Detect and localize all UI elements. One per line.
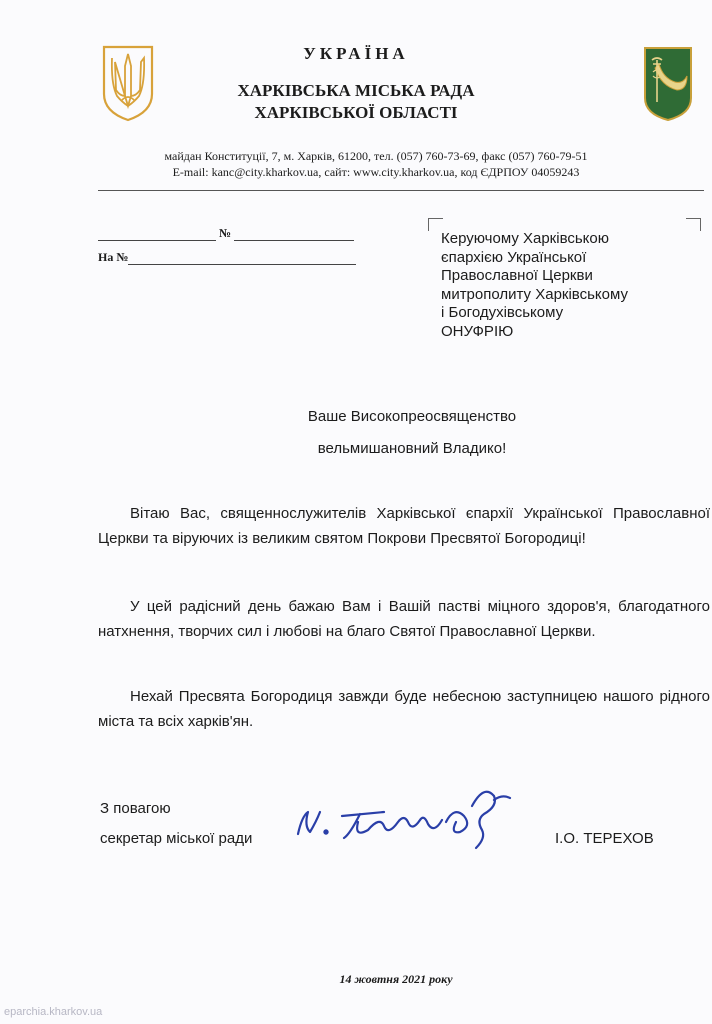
council-name-line2: ХАРКІВСЬКОЇ ОБЛАСТІ bbox=[254, 103, 458, 122]
reply-prefix: На № bbox=[98, 250, 129, 264]
address-line: майдан Конституції, 7, м. Харків, 61200, тел. (057) 760-73-69, факс (057) 760-79-51 bbox=[164, 149, 588, 163]
body-paragraph-3 bbox=[98, 684, 710, 734]
salutation-line1: Ваше Високопреосвященство bbox=[307, 408, 517, 425]
paragraph-text: Вітаю Вас, священнослужителів Харківської єпархії Української Православної Церкви та віруючих із великим святом Покрови Пресвятої Богородиці! bbox=[98, 505, 710, 547]
country-heading: УКРАЇНА bbox=[303, 44, 409, 63]
addressee-name: ОНУФРІЮ bbox=[441, 322, 514, 340]
number-sign: № bbox=[219, 226, 232, 240]
paragraph-text: У цей радісний день бажаю Вам і Вашій пастві міцного здоров'я, благодатного натхнення, творчих сил і любові на благо Святої Православної Церкви. bbox=[98, 598, 710, 640]
reply-reference bbox=[98, 250, 356, 265]
addressee-line: Керуючому Харківською bbox=[441, 230, 610, 247]
salutation-line2: вельмишановний Владико! bbox=[317, 440, 507, 457]
addressee-block bbox=[441, 230, 701, 341]
date-blank-line bbox=[98, 228, 216, 241]
signer-position: секретар міської ради bbox=[100, 830, 253, 847]
outgoing-reference bbox=[98, 226, 354, 241]
addressee-line: Православної Церкви bbox=[441, 267, 593, 284]
contacts-line: E-mail: kanc@city.kharkov.ua, сайт: www.city.kharkov.ua, код ЄДРПОУ 04059243 bbox=[172, 165, 580, 179]
reply-blank-line bbox=[128, 252, 356, 265]
council-name bbox=[0, 80, 712, 124]
source-watermark: eparchia.kharkov.ua bbox=[4, 1006, 103, 1018]
addressee-line: єпархією Української bbox=[441, 248, 587, 266]
signer-name: І.О. ТЕРЕХОВ bbox=[555, 830, 654, 847]
closing-regards: З повагою bbox=[100, 800, 171, 817]
council-name-line1: ХАРКІВСЬКА МІСЬКА РАДА bbox=[237, 81, 475, 100]
letter-date: 14 жовтня 2021 року bbox=[339, 972, 453, 986]
letterhead-divider bbox=[98, 190, 704, 191]
handwritten-signature-icon bbox=[288, 776, 518, 856]
body-paragraph-2 bbox=[98, 594, 710, 644]
number-blank-line bbox=[234, 228, 354, 241]
paragraph-text: Нехай Пресвята Богородиця завжди буде небесною заступницею нашого рідного міста та всіх харків'ян. bbox=[98, 688, 710, 730]
addressee-line: митрополиту Харківському bbox=[441, 285, 628, 303]
addressee-line: і Богодухівському bbox=[441, 304, 564, 321]
council-contacts bbox=[0, 148, 712, 180]
body-paragraph-1 bbox=[98, 501, 710, 551]
